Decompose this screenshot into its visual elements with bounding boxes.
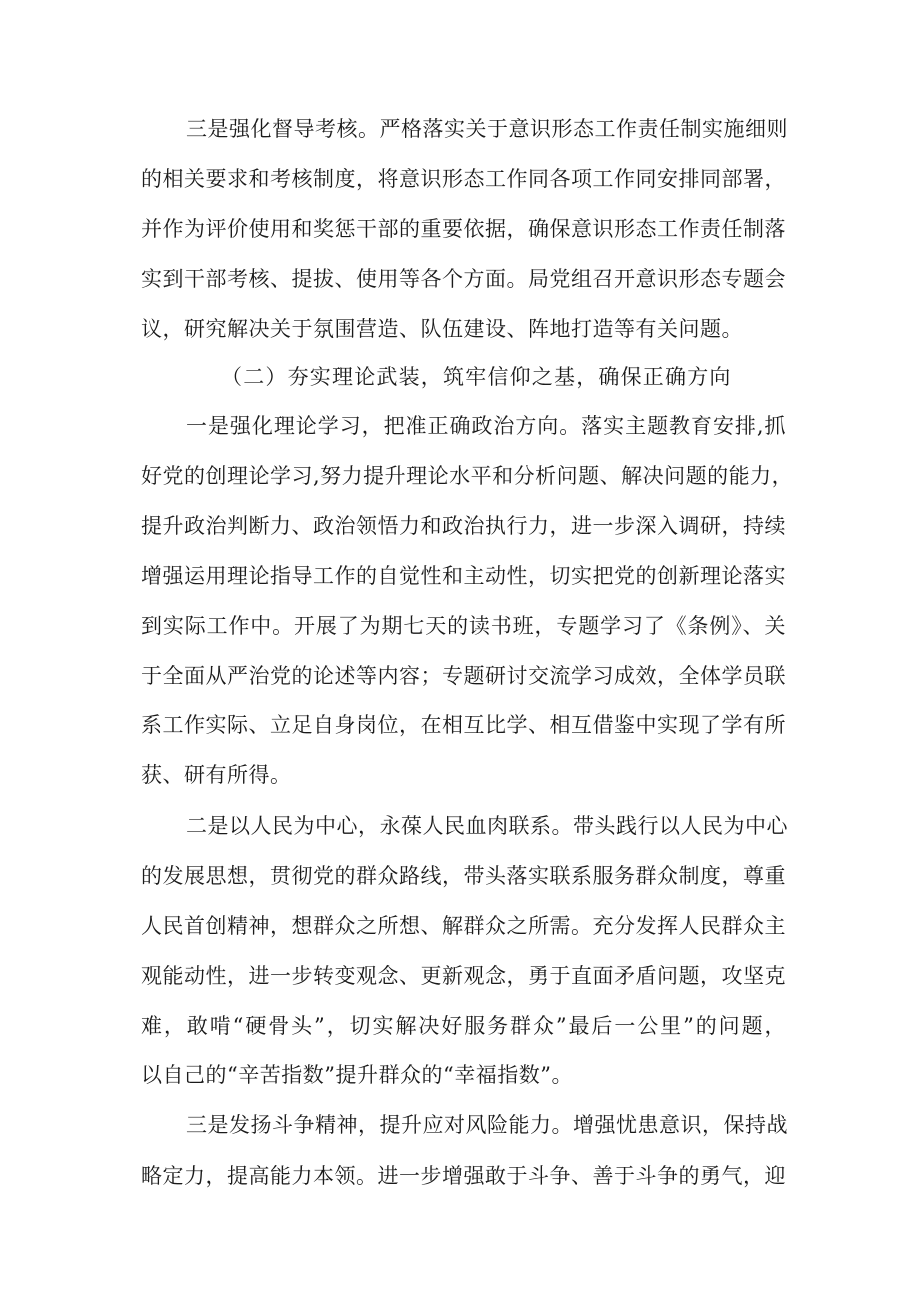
text-line: 系工作实际、立足自身岗位，在相互比学、相互借鉴中实现了学有所 (141, 713, 786, 737)
text-line: 好党的创理论学习,努力提升理论水平和分析问题、解决问题的能力， (141, 464, 794, 488)
text-line: 的相关要求和考核制度，将意识形态工作同各项工作同安排同部署， (141, 167, 786, 191)
text-line: 获、研有所得。 (141, 763, 292, 787)
text-line: 人民首创精神，想群众之所想、解群众之所需。充分发挥人民群众主 (141, 914, 786, 938)
text-line: 观能动性，进一步转变观念、更新观念，勇于直面矛盾问题，攻坚克 (141, 964, 786, 988)
text-line: 增强运用理论指导工作的自觉性和主动性，切实把党的创新理论落实 (141, 564, 786, 588)
text-line: 二是以人民为中心，永葆人民血肉联系。带头践行以人民为中心 (186, 814, 788, 838)
text-line: 一是强化理论学习，把准正确政治方向。落实主题教育安排,抓 (186, 414, 786, 438)
text-line: 到实际工作中。开展了为期七天的读书班，专题学习了《条例》、关 (141, 614, 786, 638)
text-line: 略定力，提高能力本领。进一步增强敢于斗争、善于斗争的勇气，迎 (141, 1164, 786, 1188)
text-line: 难，敢啃“硬骨头”，切实解决好服务群众”最后一公里”的问题， (141, 1014, 786, 1038)
text-line: 三是发扬斗争精神，提升应对风险能力。增强忧患意识，保持战 (186, 1113, 788, 1137)
text-line: 实到干部考核、提拔、使用等各个方面。局党组召开意识形态专题会 (141, 267, 786, 291)
text-line: 三是强化督导考核。严格落实关于意识形态工作责任制实施细则 (186, 117, 788, 141)
section-heading: （二）夯实理论武装，筑牢信仰之基，确保正确方向 (221, 365, 732, 389)
text-line: 于全面从严治党的论述等内容；专题研讨交流学习成效，全体学员联 (141, 664, 786, 688)
text-line: 并作为评价使用和奖惩干部的重要依据，确保意识形态工作责任制落 (141, 217, 786, 241)
text-line: 提升政治判断力、政治领悟力和政治执行力，进一步深入调研，持续 (141, 514, 786, 538)
text-line: 议，研究解决关于氛围营造、队伍建设、阵地打造等有关问题。 (141, 317, 743, 341)
text-line: 以自己的“辛苦指数”提升群众的“幸福指数”。 (141, 1063, 573, 1087)
text-line: 的发展思想，贯彻党的群众路线，带头落实联系服务群众制度，尊重 (141, 864, 786, 888)
